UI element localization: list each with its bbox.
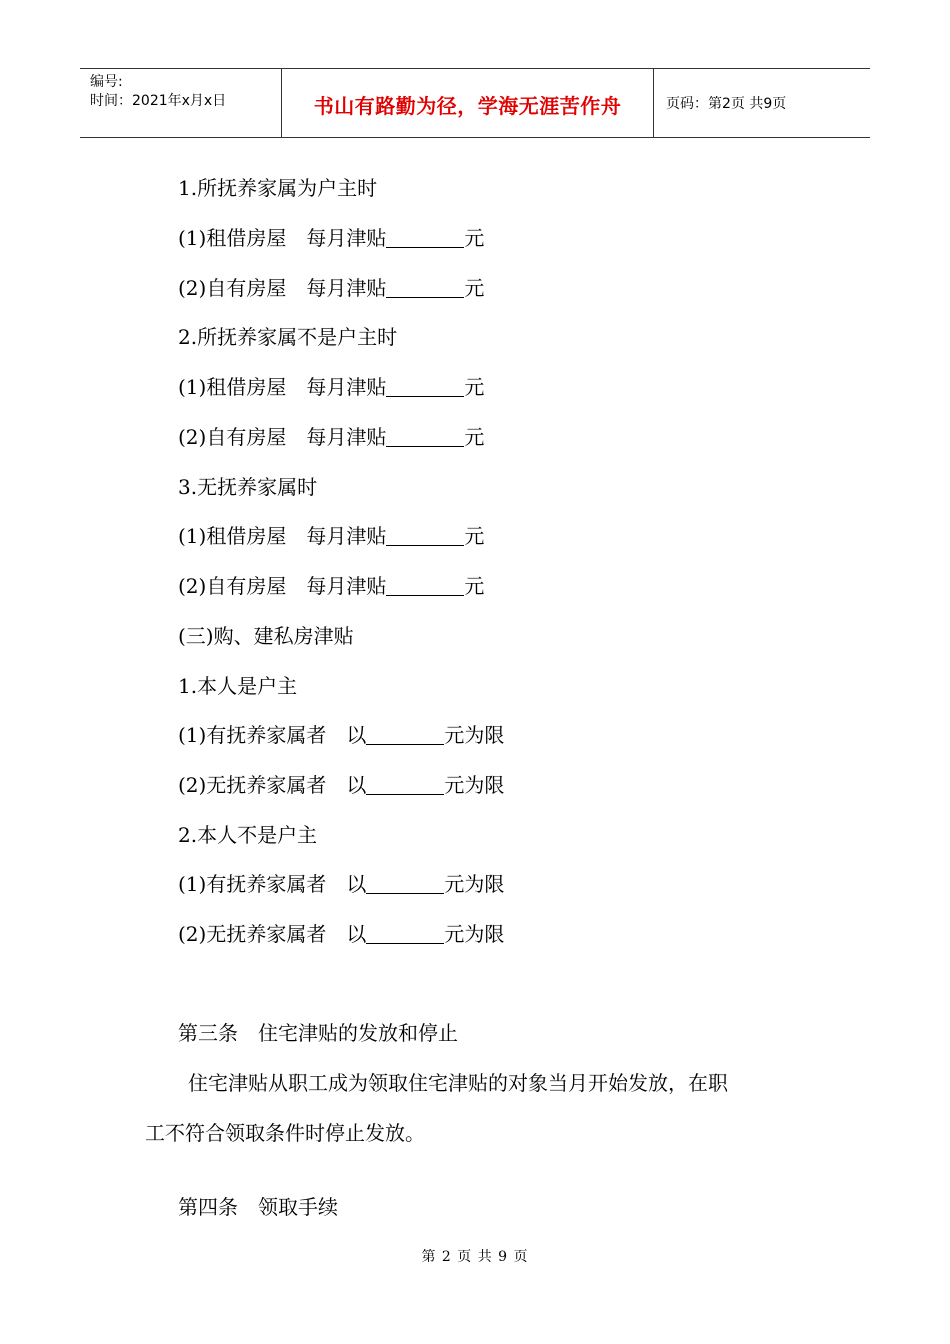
blank-field bbox=[386, 575, 464, 596]
blank-field bbox=[366, 873, 444, 894]
row-text: 以 bbox=[346, 872, 367, 896]
allowance-row bbox=[178, 868, 504, 897]
row-unit: 元为限 bbox=[444, 773, 505, 797]
header-page-label: 页码：第2页 共9页 bbox=[666, 96, 787, 112]
article-number: 第四条 bbox=[178, 1195, 238, 1219]
row-text: 以 bbox=[346, 773, 367, 797]
header-meta bbox=[80, 69, 282, 137]
allowance-row bbox=[178, 918, 504, 947]
allowance-row bbox=[178, 371, 484, 400]
allowance-row bbox=[178, 719, 504, 748]
paragraph-line: 住宅津贴从职工成为领取住宅津贴的对象当月开始发放，在职 bbox=[188, 1071, 728, 1095]
row-text: 每月津贴 bbox=[306, 375, 387, 399]
row-text: 每月津贴 bbox=[306, 276, 387, 300]
row-unit: 元 bbox=[464, 375, 485, 399]
row-label: (2)自有房屋 bbox=[178, 276, 287, 300]
doc-number-label: 编号: bbox=[90, 74, 123, 90]
blank-field bbox=[366, 724, 444, 745]
blank-field bbox=[386, 227, 464, 248]
allowance-row bbox=[178, 421, 484, 450]
blank-field bbox=[386, 426, 464, 447]
row-label: (2)无抚养家属者 bbox=[178, 922, 327, 946]
allowance-row bbox=[178, 222, 484, 251]
row-label: (1)租借房屋 bbox=[178, 226, 287, 250]
row-label: (2)自有房屋 bbox=[178, 425, 287, 449]
doc-time-label: 时间：2021年x月x日 bbox=[90, 93, 227, 109]
row-label: (1)租借房屋 bbox=[178, 524, 287, 548]
article-heading bbox=[178, 1191, 338, 1220]
section-heading: 1.所抚养家属为户主时 bbox=[178, 176, 378, 200]
article-title: 领取手续 bbox=[258, 1195, 338, 1219]
row-label: (1)租借房屋 bbox=[178, 375, 287, 399]
row-text: 以 bbox=[346, 723, 367, 747]
section-heading: 3.无抚养家属时 bbox=[178, 475, 318, 499]
row-unit: 元 bbox=[464, 574, 485, 598]
row-text: 每月津贴 bbox=[306, 524, 387, 548]
section-heading: 2.本人不是户主 bbox=[178, 823, 318, 847]
row-unit: 元为限 bbox=[444, 872, 505, 896]
page-header bbox=[80, 68, 870, 138]
article-title: 住宅津贴的发放和停止 bbox=[258, 1021, 458, 1045]
blank-field bbox=[386, 525, 464, 546]
allowance-row bbox=[178, 272, 484, 301]
article-number: 第三条 bbox=[178, 1021, 238, 1045]
allowance-row bbox=[178, 769, 504, 798]
row-label: (1)有抚养家属者 bbox=[178, 872, 327, 896]
row-unit: 元为限 bbox=[444, 723, 505, 747]
row-text: 每月津贴 bbox=[306, 425, 387, 449]
row-label: (1)有抚养家属者 bbox=[178, 723, 327, 747]
section-heading: 2.所抚养家属不是户主时 bbox=[178, 325, 398, 349]
blank-field bbox=[366, 774, 444, 795]
header-motto: 书山有路勤为径，学海无涯苦作舟 bbox=[282, 69, 654, 137]
allowance-row bbox=[178, 520, 484, 549]
row-label: (2)无抚养家属者 bbox=[178, 773, 327, 797]
row-label: (2)自有房屋 bbox=[178, 574, 287, 598]
page-footer: 第 2 页 共 9 页 bbox=[421, 1249, 529, 1265]
section-heading: (三)购、建私房津贴 bbox=[178, 624, 354, 648]
row-unit: 元 bbox=[464, 226, 485, 250]
section-heading: 1.本人是户主 bbox=[178, 674, 298, 698]
row-text: 每月津贴 bbox=[306, 226, 387, 250]
blank-field bbox=[386, 376, 464, 397]
article-heading bbox=[178, 1017, 458, 1046]
row-text: 每月津贴 bbox=[306, 574, 387, 598]
blank-field bbox=[386, 277, 464, 298]
row-text: 以 bbox=[346, 922, 367, 946]
blank-field bbox=[366, 923, 444, 944]
row-unit: 元 bbox=[464, 276, 485, 300]
row-unit: 元 bbox=[464, 524, 485, 548]
row-unit: 元为限 bbox=[444, 922, 505, 946]
row-unit: 元 bbox=[464, 425, 485, 449]
paragraph-line: 工不符合领取条件时停止发放。 bbox=[145, 1121, 425, 1145]
allowance-row bbox=[178, 570, 484, 599]
